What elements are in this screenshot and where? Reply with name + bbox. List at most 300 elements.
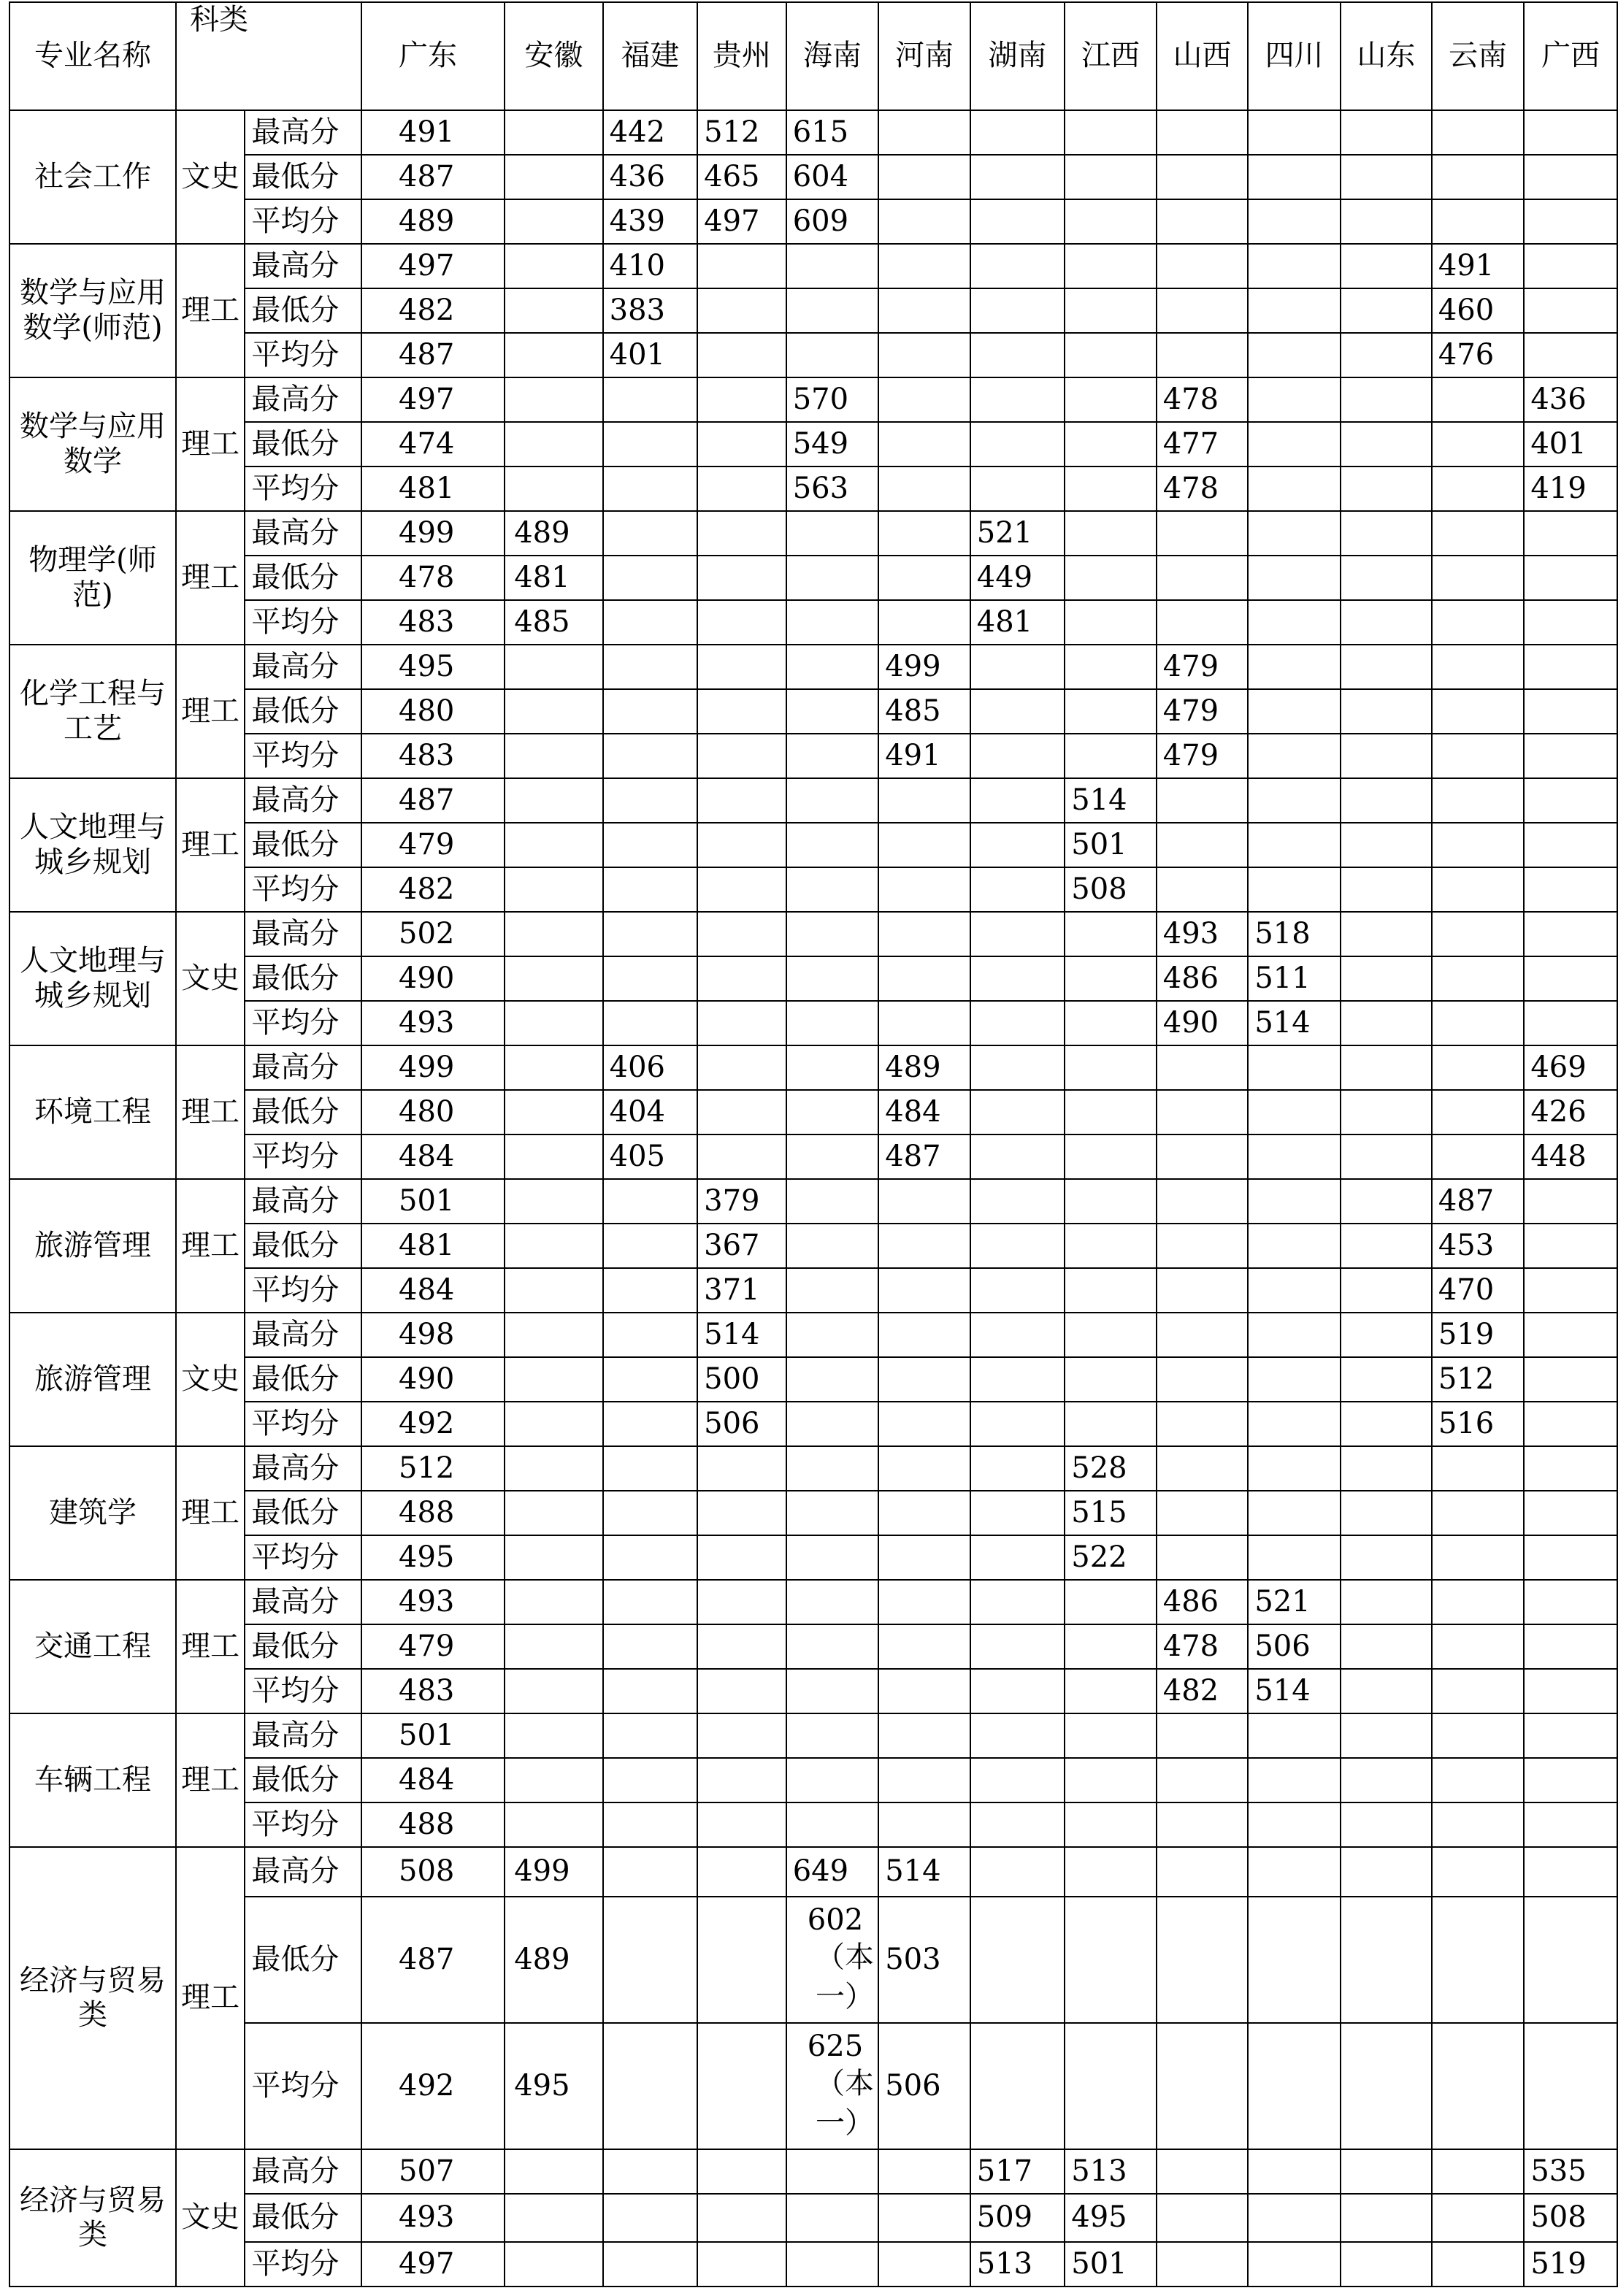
score-cell xyxy=(786,1045,879,1090)
stat-label: 平均分 xyxy=(245,1001,361,1045)
score-cell xyxy=(603,1402,697,1446)
score-cell xyxy=(603,2194,697,2242)
header-province: 广西 xyxy=(1524,2,1617,110)
score-cell xyxy=(1157,1446,1249,1491)
score-value: 602 xyxy=(807,1903,864,1937)
score-cell xyxy=(1341,1897,1432,2023)
major-name: 环境工程 xyxy=(9,1045,176,1179)
stat-label: 最高分 xyxy=(245,377,361,422)
score-cell xyxy=(1341,556,1432,600)
score-cell xyxy=(697,867,786,912)
score-cell xyxy=(878,1313,970,1357)
score-cell xyxy=(1524,1802,1617,1847)
score-cell xyxy=(1065,2023,1157,2149)
score-cell: 499 xyxy=(361,511,505,556)
score-cell xyxy=(1341,2023,1432,2149)
score-cell xyxy=(878,867,970,912)
stat-label: 最高分 xyxy=(245,912,361,956)
category: 理工 xyxy=(176,377,245,511)
score-cell xyxy=(1432,1847,1525,1897)
score-cell: 487 xyxy=(878,1134,970,1179)
stat-label: 最低分 xyxy=(245,155,361,199)
score-cell: 479 xyxy=(361,823,505,867)
score-cell xyxy=(1432,155,1525,199)
score-cell xyxy=(786,556,879,600)
table-row xyxy=(9,1134,1617,1179)
score-cell xyxy=(603,467,697,511)
score-cell: 478 xyxy=(1157,377,1249,422)
score-cell: 480 xyxy=(361,1090,505,1134)
score-cell xyxy=(505,1580,602,1624)
score-cell xyxy=(786,1669,879,1713)
score-cell xyxy=(1524,823,1617,867)
score-cell xyxy=(1524,155,1617,199)
table-row xyxy=(9,1535,1617,1580)
score-cell: 501 xyxy=(361,1713,505,1758)
score-cell: 604 xyxy=(786,155,879,199)
stat-label: 最低分 xyxy=(245,1224,361,1268)
table-row xyxy=(9,155,1617,199)
score-cell xyxy=(1341,1847,1432,1897)
score-table xyxy=(9,1,1618,2287)
score-cell xyxy=(697,645,786,689)
score-cell xyxy=(1248,734,1341,778)
score-cell xyxy=(1524,1713,1617,1758)
stat-label: 最低分 xyxy=(245,1491,361,1535)
score-cell: 426 xyxy=(1524,1090,1617,1134)
score-cell xyxy=(1341,422,1432,467)
score-cell: 499 xyxy=(878,645,970,689)
score-cell: 509 xyxy=(970,2194,1065,2242)
category: 文史 xyxy=(176,912,245,1045)
score-cell xyxy=(1157,1179,1249,1224)
score-cell xyxy=(505,1491,602,1535)
score-cell xyxy=(970,155,1065,199)
score-cell xyxy=(1157,556,1249,600)
score-cell xyxy=(1248,556,1341,600)
table-row xyxy=(9,912,1617,956)
score-cell xyxy=(1524,1491,1617,1535)
stat-label: 最低分 xyxy=(245,2194,361,2242)
score-cell: 515 xyxy=(1065,1491,1157,1535)
score-cell xyxy=(1248,1045,1341,1090)
score-cell xyxy=(1524,689,1617,734)
major-name: 建筑学 xyxy=(9,1446,176,1580)
score-cell xyxy=(505,1268,602,1313)
score-cell xyxy=(1248,1446,1341,1491)
score-cell: 479 xyxy=(1157,645,1249,689)
score-cell xyxy=(1432,199,1525,244)
score-cell xyxy=(1524,199,1617,244)
score-cell xyxy=(603,1758,697,1802)
score-cell: 436 xyxy=(603,155,697,199)
score-cell xyxy=(1341,1402,1432,1446)
score-cell: 522 xyxy=(1065,1535,1157,1580)
score-cell: 512 xyxy=(697,110,786,155)
score-cell xyxy=(1341,155,1432,199)
score-cell xyxy=(970,377,1065,422)
score-cell xyxy=(878,333,970,377)
score-cell xyxy=(505,2242,602,2287)
table-row xyxy=(9,1624,1617,1669)
score-cell xyxy=(1065,1402,1157,1446)
score-cell xyxy=(1524,333,1617,377)
stat-label: 最高分 xyxy=(245,1580,361,1624)
stat-label: 最高分 xyxy=(245,2149,361,2194)
score-cell xyxy=(786,867,879,912)
score-cell xyxy=(970,912,1065,956)
score-cell xyxy=(1248,1802,1341,1847)
score-cell xyxy=(1432,1090,1525,1134)
score-cell xyxy=(697,1713,786,1758)
table-row xyxy=(9,1758,1617,1802)
score-cell xyxy=(603,2242,697,2287)
score-cell xyxy=(1341,2149,1432,2194)
score-cell xyxy=(1248,1357,1341,1402)
score-cell: 487 xyxy=(361,333,505,377)
stat-label: 最低分 xyxy=(245,1090,361,1134)
score-cell xyxy=(970,199,1065,244)
stat-label: 最高分 xyxy=(245,1847,361,1897)
score-cell: 490 xyxy=(361,956,505,1001)
score-cell: 488 xyxy=(361,1802,505,1847)
stat-label: 最高分 xyxy=(245,778,361,823)
major-name: 数学与应用数学(师范) xyxy=(9,244,176,377)
score-cell: 514 xyxy=(1248,1001,1341,1045)
score-cell xyxy=(1248,2194,1341,2242)
score-cell xyxy=(970,1402,1065,1446)
score-cell: 490 xyxy=(1157,1001,1249,1045)
score-cell xyxy=(505,1179,602,1224)
score-cell xyxy=(505,422,602,467)
score-cell xyxy=(505,244,602,288)
major-name: 车辆工程 xyxy=(9,1713,176,1847)
category: 理工 xyxy=(176,645,245,778)
score-cell xyxy=(1065,1669,1157,1713)
score-cell xyxy=(878,467,970,511)
score-cell xyxy=(1341,600,1432,645)
score-cell xyxy=(786,1758,879,1802)
score-cell: 482 xyxy=(361,288,505,333)
table-row xyxy=(9,689,1617,734)
score-cell: 479 xyxy=(1157,689,1249,734)
score-cell xyxy=(878,2149,970,2194)
score-cell: 487 xyxy=(1432,1179,1525,1224)
score-cell xyxy=(786,244,879,288)
score-cell xyxy=(1157,2242,1249,2287)
score-cell: 511 xyxy=(1248,956,1341,1001)
score-cell: 419 xyxy=(1524,467,1617,511)
header-province: 河南 xyxy=(878,2,970,110)
score-cell: 507 xyxy=(361,2149,505,2194)
score-cell xyxy=(1248,288,1341,333)
stat-label: 最低分 xyxy=(245,1357,361,1402)
score-cell xyxy=(1065,1802,1157,1847)
table-row xyxy=(9,1357,1617,1402)
score-cell xyxy=(970,422,1065,467)
stat-label: 最高分 xyxy=(245,1045,361,1090)
score-cell xyxy=(786,1001,879,1045)
category: 理工 xyxy=(176,1713,245,1847)
score-cell xyxy=(1524,1446,1617,1491)
score-cell xyxy=(1341,956,1432,1001)
score-cell xyxy=(1248,2149,1341,2194)
score-cell xyxy=(697,1758,786,1802)
score-cell xyxy=(786,734,879,778)
score-cell xyxy=(505,333,602,377)
score-cell xyxy=(697,2194,786,2242)
score-cell xyxy=(505,689,602,734)
score-cell xyxy=(1065,1045,1157,1090)
score-cell xyxy=(970,1357,1065,1402)
table-row xyxy=(9,467,1617,511)
score-cell xyxy=(1341,1001,1432,1045)
score-cell xyxy=(1341,912,1432,956)
score-cell xyxy=(603,867,697,912)
category: 理工 xyxy=(176,1580,245,1713)
score-cell: 499 xyxy=(361,1045,505,1090)
score-cell xyxy=(1432,956,1525,1001)
score-note: （本一） xyxy=(815,2067,874,2140)
score-cell: 485 xyxy=(878,689,970,734)
score-cell xyxy=(697,556,786,600)
score-cell xyxy=(505,1713,602,1758)
score-cell xyxy=(603,689,697,734)
score-cell: 519 xyxy=(1432,1313,1525,1357)
score-cell xyxy=(878,1357,970,1402)
score-cell xyxy=(970,1897,1065,2023)
score-cell xyxy=(603,1268,697,1313)
score-cell xyxy=(786,645,879,689)
score-cell: 506 xyxy=(1248,1624,1341,1669)
score-cell: 493 xyxy=(361,1580,505,1624)
score-cell xyxy=(1524,1758,1617,1802)
score-cell xyxy=(1524,778,1617,823)
score-cell xyxy=(786,2194,879,2242)
score-cell xyxy=(1248,1847,1341,1897)
score-cell xyxy=(1432,734,1525,778)
score-cell xyxy=(786,1090,879,1134)
score-cell xyxy=(1157,2149,1249,2194)
score-cell xyxy=(1157,1758,1249,1802)
score-cell xyxy=(697,467,786,511)
score-cell: 484 xyxy=(361,1758,505,1802)
score-cell xyxy=(1157,867,1249,912)
score-cell xyxy=(697,689,786,734)
score-cell xyxy=(878,1758,970,1802)
score-cell: 401 xyxy=(603,333,697,377)
score-cell: 521 xyxy=(1248,1580,1341,1624)
score-cell xyxy=(1341,199,1432,244)
score-cell xyxy=(603,1580,697,1624)
score-cell xyxy=(1157,1535,1249,1580)
score-cell xyxy=(1341,734,1432,778)
stat-label: 平均分 xyxy=(245,333,361,377)
score-cell xyxy=(1524,867,1617,912)
score-cell xyxy=(1524,912,1617,956)
score-cell: 491 xyxy=(1432,244,1525,288)
score-cell xyxy=(603,912,697,956)
table-row xyxy=(9,734,1617,778)
score-cell: 480 xyxy=(361,689,505,734)
score-cell xyxy=(1157,1491,1249,1535)
stat-label: 平均分 xyxy=(245,467,361,511)
score-cell xyxy=(878,110,970,155)
major-name: 经济与贸易类 xyxy=(9,1847,176,2149)
score-cell: 514 xyxy=(697,1313,786,1357)
score-cell xyxy=(1524,734,1617,778)
table-row xyxy=(9,2023,1617,2149)
score-cell xyxy=(505,1313,602,1357)
score-cell xyxy=(603,823,697,867)
score-cell xyxy=(603,1624,697,1669)
stat-label: 最高分 xyxy=(245,1179,361,1224)
major-name: 社会工作 xyxy=(9,110,176,244)
major-name: 旅游管理 xyxy=(9,1179,176,1313)
header-province: 广东 xyxy=(361,2,505,110)
score-cell xyxy=(1341,1624,1432,1669)
score-cell xyxy=(505,110,602,155)
score-cell: 497 xyxy=(697,199,786,244)
score-cell xyxy=(786,1357,879,1402)
score-cell xyxy=(970,1224,1065,1268)
score-cell: 401 xyxy=(1524,422,1617,467)
score-cell xyxy=(1524,244,1617,288)
score-cell xyxy=(505,1045,602,1090)
stat-label: 最高分 xyxy=(245,1313,361,1357)
score-cell xyxy=(1157,600,1249,645)
score-cell xyxy=(1157,1090,1249,1134)
score-cell xyxy=(970,823,1065,867)
score-cell xyxy=(1341,1045,1432,1090)
score-cell xyxy=(878,778,970,823)
score-cell xyxy=(603,1669,697,1713)
score-cell xyxy=(697,1134,786,1179)
score-cell: 503 xyxy=(878,1897,970,2023)
score-cell xyxy=(697,333,786,377)
score-cell xyxy=(1341,467,1432,511)
score-cell xyxy=(603,1847,697,1897)
score-cell xyxy=(697,377,786,422)
score-cell xyxy=(1432,1001,1525,1045)
score-cell xyxy=(1432,2023,1525,2149)
score-cell xyxy=(505,2149,602,2194)
score-cell: 490 xyxy=(361,1357,505,1402)
score-cell xyxy=(1248,2023,1341,2149)
score-cell xyxy=(1341,1357,1432,1402)
score-cell xyxy=(505,1224,602,1268)
table-row xyxy=(9,956,1617,1001)
score-cell xyxy=(505,2194,602,2242)
table-row xyxy=(9,2242,1617,2287)
score-cell xyxy=(970,1758,1065,1802)
score-cell xyxy=(1157,823,1249,867)
score-cell xyxy=(1157,511,1249,556)
score-cell xyxy=(786,778,879,823)
stat-label: 最低分 xyxy=(245,1758,361,1802)
score-cell xyxy=(1341,1535,1432,1580)
score-cell xyxy=(878,1802,970,1847)
score-value: 625 xyxy=(807,2029,864,2063)
score-cell: 495 xyxy=(1065,2194,1157,2242)
score-cell xyxy=(1341,645,1432,689)
score-cell xyxy=(1157,1313,1249,1357)
score-cell xyxy=(786,2242,879,2287)
score-cell xyxy=(1248,2242,1341,2287)
score-cell xyxy=(505,1669,602,1713)
major-name: 人文地理与城乡规划 xyxy=(9,778,176,912)
score-cell xyxy=(1065,689,1157,734)
score-cell: 489 xyxy=(505,511,602,556)
score-cell xyxy=(1157,288,1249,333)
score-cell: 460 xyxy=(1432,288,1525,333)
score-cell xyxy=(970,1446,1065,1491)
score-cell xyxy=(1157,1847,1249,1897)
score-cell xyxy=(786,1624,879,1669)
score-cell xyxy=(970,778,1065,823)
score-cell xyxy=(1248,1134,1341,1179)
score-cell xyxy=(970,1268,1065,1313)
score-cell xyxy=(1248,823,1341,867)
score-cell xyxy=(1248,422,1341,467)
score-cell: 470 xyxy=(1432,1268,1525,1313)
score-cell: 501 xyxy=(1065,823,1157,867)
score-cell xyxy=(1341,1446,1432,1491)
score-cell: 506 xyxy=(878,2023,970,2149)
score-cell: 383 xyxy=(603,288,697,333)
score-cell xyxy=(1432,2149,1525,2194)
score-cell xyxy=(1065,155,1157,199)
score-cell xyxy=(697,1045,786,1090)
stat-label: 最高分 xyxy=(245,1713,361,1758)
table-row xyxy=(9,1045,1617,1090)
score-cell: 448 xyxy=(1524,1134,1617,1179)
stat-label: 平均分 xyxy=(245,734,361,778)
score-cell xyxy=(1432,823,1525,867)
category: 文史 xyxy=(176,2149,245,2287)
score-cell xyxy=(1248,867,1341,912)
score-cell xyxy=(970,1847,1065,1897)
category: 理工 xyxy=(176,1179,245,1313)
score-cell: 495 xyxy=(361,1535,505,1580)
score-cell xyxy=(1065,422,1157,467)
score-cell xyxy=(505,1535,602,1580)
score-cell: 497 xyxy=(361,2242,505,2287)
table-row xyxy=(9,1402,1617,1446)
score-cell xyxy=(505,867,602,912)
score-cell xyxy=(1432,600,1525,645)
score-cell: 482 xyxy=(1157,1669,1249,1713)
score-cell xyxy=(1341,1134,1432,1179)
score-cell xyxy=(697,1802,786,1847)
score-cell xyxy=(697,244,786,288)
score-cell xyxy=(1432,1491,1525,1535)
score-cell xyxy=(970,956,1065,1001)
score-cell: 493 xyxy=(1157,912,1249,956)
score-cell: 478 xyxy=(1157,467,1249,511)
score-cell xyxy=(878,1224,970,1268)
table-row xyxy=(9,1313,1617,1357)
table-row xyxy=(9,2149,1617,2194)
score-cell xyxy=(1341,867,1432,912)
score-cell: 563 xyxy=(786,467,879,511)
score-cell xyxy=(1065,1090,1157,1134)
score-cell: 404 xyxy=(603,1090,697,1134)
score-cell xyxy=(1157,1713,1249,1758)
score-cell xyxy=(505,1001,602,1045)
stat-label: 平均分 xyxy=(245,199,361,244)
score-cell: 491 xyxy=(361,110,505,155)
